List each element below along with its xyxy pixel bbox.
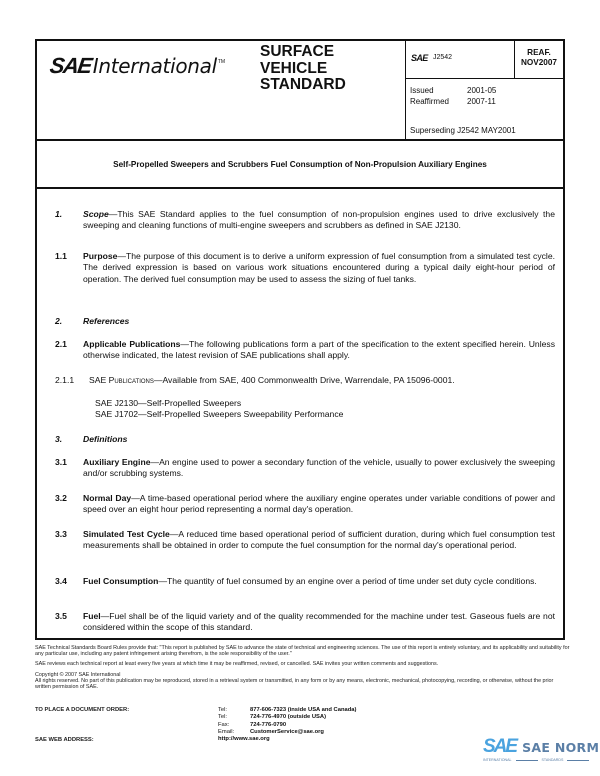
phone-inside-usa[interactable]: 877-606-7323 (inside USA and Canada)	[250, 707, 357, 713]
doc-number: J2542	[433, 54, 453, 61]
section-heading: Fuel Consumption	[83, 576, 159, 586]
document-body	[35, 187, 565, 640]
section-1-1-purpose	[55, 251, 555, 285]
issued-row	[410, 85, 496, 96]
section-2-references	[55, 316, 555, 327]
section-number: 2.1	[55, 339, 67, 349]
section-text: —A reduced time based operational period of sufficient duration, during which fuel consumption test measurements shall be obtained in order to compute the fuel consumption for the normal day's operational period.	[83, 529, 555, 551]
web-row	[218, 736, 356, 743]
reaffirmed-row	[410, 96, 496, 107]
section-heading: Applicable Publications	[83, 339, 181, 349]
footer-rights: All rights reserved. No part of this publication may be reproduced, stored in a retrieval system or transmitted, in any form or by any means, electronic, mechanical, photocopying, recording, or otherwise, without the prior written permission of SAE.	[35, 678, 554, 691]
section-number: 3.1	[55, 457, 67, 467]
section-heading: Normal Day	[83, 493, 132, 503]
contact-row: Tel: 877-606-7323 (inside USA and Canada)	[218, 707, 357, 713]
section-3-definitions	[55, 434, 555, 445]
reaffirmed-date: 2007-11	[467, 97, 496, 106]
divider	[567, 760, 589, 761]
doc-number-cell	[406, 41, 563, 79]
section-text: —The purpose of this document is to derive a uniform expression of fuel consumption from a simulated test cycle. The derived expression is based on various work situations encountered during a typical daily eight-hour period of operation. The derived fuel consumption may be used to assess the sizing of fuel tanks.	[83, 251, 555, 284]
section-text: —A time-based operational period where the auxiliary engine operates under variable conditions of power and speed over an eight hour period representing a normal day's operation.	[83, 493, 556, 515]
section-number: 3.	[55, 434, 63, 444]
contact-row: Tel: 724-776-4970 (outside USA)	[218, 714, 327, 721]
standard-type-line-2: VEHICLE	[260, 59, 328, 77]
header-left-cell	[37, 41, 406, 139]
email-link[interactable]: CustomerService@sae.org	[250, 728, 324, 735]
reference-item: SAE J2130—Self-Propelled Sweepers	[95, 398, 242, 408]
watermark-subtitle: INTERNATIONAL STANDARDS	[483, 758, 564, 762]
document-title-box	[35, 139, 565, 189]
section-text: —This SAE Standard applies to the fuel consumption of non-propulsion engines used to drive exclusively the sweeping and cleaning functions of multi-engine sweepers and scrubbers as defined in SAE J2130.	[83, 209, 555, 231]
reference-list	[95, 398, 343, 421]
watermark-name: SAE NORM	[522, 740, 600, 755]
footer-rules: SAE Technical Standards Board Rules provide that: "This report is published by SAE to advance the state of technical and engineering sciences. The use of this report is entirely voluntary, and its applicability and suitability for any particular use, including any patent infringement arising therefrom, is the sole responsibility of the user."	[35, 645, 570, 658]
section-2-1-1-sae-publications	[55, 375, 555, 386]
web-address-label: SAE WEB ADDRESS:	[35, 737, 94, 743]
sae-international-logo	[50, 53, 225, 79]
issued-date: 2001-05	[467, 86, 497, 95]
reaf-label: REAF.	[527, 48, 551, 57]
footer-review: SAE reviews each technical report at least every five years at which time it may be reaffirmed, revised, or cancelled. SAE invites your written comments and suggestions.	[35, 661, 439, 667]
divider	[516, 760, 538, 761]
section-number: 2.	[55, 316, 63, 326]
phone-outside-usa[interactable]: 724-776-4970 (outside USA)	[250, 714, 327, 721]
section-heading: Definitions	[83, 434, 128, 444]
standard-type	[260, 44, 346, 94]
section-number: 3.4	[55, 576, 67, 586]
superseding-note: Superseding J2542 MAY2001	[410, 126, 516, 135]
section-heading: Purpose	[83, 251, 118, 261]
doc-brand: SAE	[411, 53, 428, 63]
reaf-date: NOV2007	[521, 58, 557, 67]
contact-info	[218, 707, 356, 743]
section-3-4-fuel-consumption	[55, 576, 555, 587]
watermark-sae-logo: SAE	[483, 736, 517, 757]
document-title: Self-Propelled Sweepers and Scrubbers Fuel Consumption of Non-Propulsion Auxiliary Engines	[113, 159, 487, 169]
fax-number: 724-776-0790	[250, 721, 287, 728]
section-3-2-normal-day	[55, 493, 555, 516]
standard-type-line-3: STANDARD	[260, 76, 346, 93]
section-text: —Available from SAE, 400 Commonwealth Drive, Warrendale, PA 15096-0001.	[153, 375, 455, 385]
section-3-1-auxiliary-engine	[55, 457, 555, 480]
section-text: —Fuel shall be of the liquid variety and of the quality recommended for the machine under test. Gaseous fuels are not considered within the scope of this standard.	[83, 611, 555, 633]
footer-copyright: Copyright © 2007 SAE International	[35, 672, 121, 678]
section-3-5-fuel	[55, 611, 555, 634]
section-heading: Scope	[83, 209, 109, 219]
order-label: TO PLACE A DOCUMENT ORDER:	[35, 707, 130, 713]
logo-sae: SAE	[48, 53, 93, 78]
section-heading: SAE Publications	[89, 375, 154, 385]
contact-row: Email: CustomerService@sae.org	[218, 728, 324, 735]
section-number: 2.1.1	[55, 375, 75, 385]
section-number: 3.5	[55, 611, 67, 621]
section-text: —The quantity of fuel consumed by an engine over a period of time under set duty cycle conditions.	[158, 576, 537, 586]
issued-label: Issued	[410, 86, 434, 95]
section-text: —The following publications form a part of the specification to the extent specified herein. Unless otherwise indicated, the latest revision of SAE publications shall apply.	[83, 339, 555, 361]
reaffirmed-label: Reaffirmed	[410, 97, 449, 106]
section-number: 1.	[55, 209, 63, 219]
section-1-scope	[55, 209, 555, 232]
issue-dates	[410, 85, 496, 107]
header-box	[35, 39, 565, 141]
logo-international: International	[92, 54, 217, 78]
section-heading: Auxiliary Engine	[83, 457, 151, 467]
section-text: —An engine used to power a secondary function of the vehicle, usually to power exclusively the sweeping and/or scrubbing systems.	[83, 457, 555, 479]
section-heading: References	[83, 316, 130, 326]
web-link[interactable]: http://www.sae.org	[218, 736, 270, 743]
section-number: 3.2	[55, 493, 67, 503]
reaffirmed-cell	[514, 41, 563, 78]
section-heading: Simulated Test Cycle	[83, 529, 170, 539]
sae-norm-watermark	[483, 738, 599, 755]
contact-row: Fax: 724-776-0790	[218, 721, 287, 728]
logo-trademark: TM	[217, 59, 226, 65]
section-number: 1.1	[55, 251, 67, 261]
section-2-1-applicable-publications	[55, 339, 555, 362]
section-3-3-simulated-test-cycle	[55, 529, 555, 552]
section-number: 3.3	[55, 529, 67, 539]
section-heading: Fuel	[83, 611, 101, 621]
reference-item: SAE J1702—Self-Propelled Sweepers Sweepability Performance	[95, 409, 344, 420]
standard-type-line-1: SURFACE	[260, 43, 335, 60]
